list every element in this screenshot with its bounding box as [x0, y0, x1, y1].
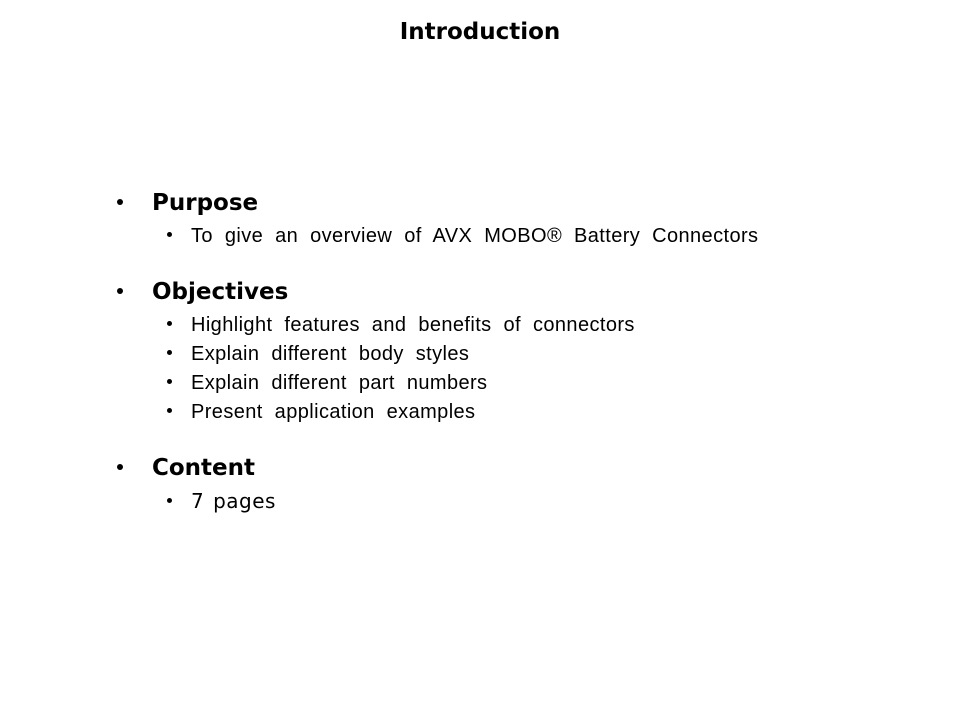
bullet-item-text: Explain different body styles: [191, 343, 470, 365]
bullet-icon: [167, 498, 172, 503]
bullet-item: [0, 398, 960, 427]
bullet-item-text: 7 pages: [191, 489, 276, 513]
bullet-item-text: Explain different part numbers: [191, 372, 488, 394]
section-heading-row: [0, 277, 960, 307]
section-heading: Objectives: [152, 279, 289, 305]
bullet-icon: [117, 464, 123, 470]
slide-body: [0, 188, 960, 516]
bullet-item: [0, 369, 960, 398]
slide-title: Introduction: [399, 19, 561, 45]
section-heading: Purpose: [152, 190, 259, 216]
bullet-icon: [167, 232, 172, 237]
section-objectives: [0, 277, 960, 427]
bullet-icon: [117, 288, 123, 294]
section-heading-row: [0, 188, 960, 218]
bullet-item-text: Present application examples: [191, 401, 476, 423]
section-content: [0, 453, 960, 516]
bullet-item-text: Highlight features and benefits of connectors: [191, 314, 635, 336]
section-heading: Content: [152, 455, 256, 481]
bullet-icon: [117, 199, 123, 205]
bullet-item: [0, 487, 960, 516]
bullet-item-text: To give an overview of AVX MOBO® Battery Connectors: [191, 225, 759, 247]
bullet-icon: [167, 350, 172, 355]
section-heading-row: [0, 453, 960, 483]
bullet-item: [0, 340, 960, 369]
bullet-item: [0, 311, 960, 340]
section-purpose: [0, 188, 960, 251]
bullet-icon: [167, 321, 172, 326]
bullet-item: [0, 222, 960, 251]
bullet-icon: [167, 408, 172, 413]
bullet-icon: [167, 379, 172, 384]
